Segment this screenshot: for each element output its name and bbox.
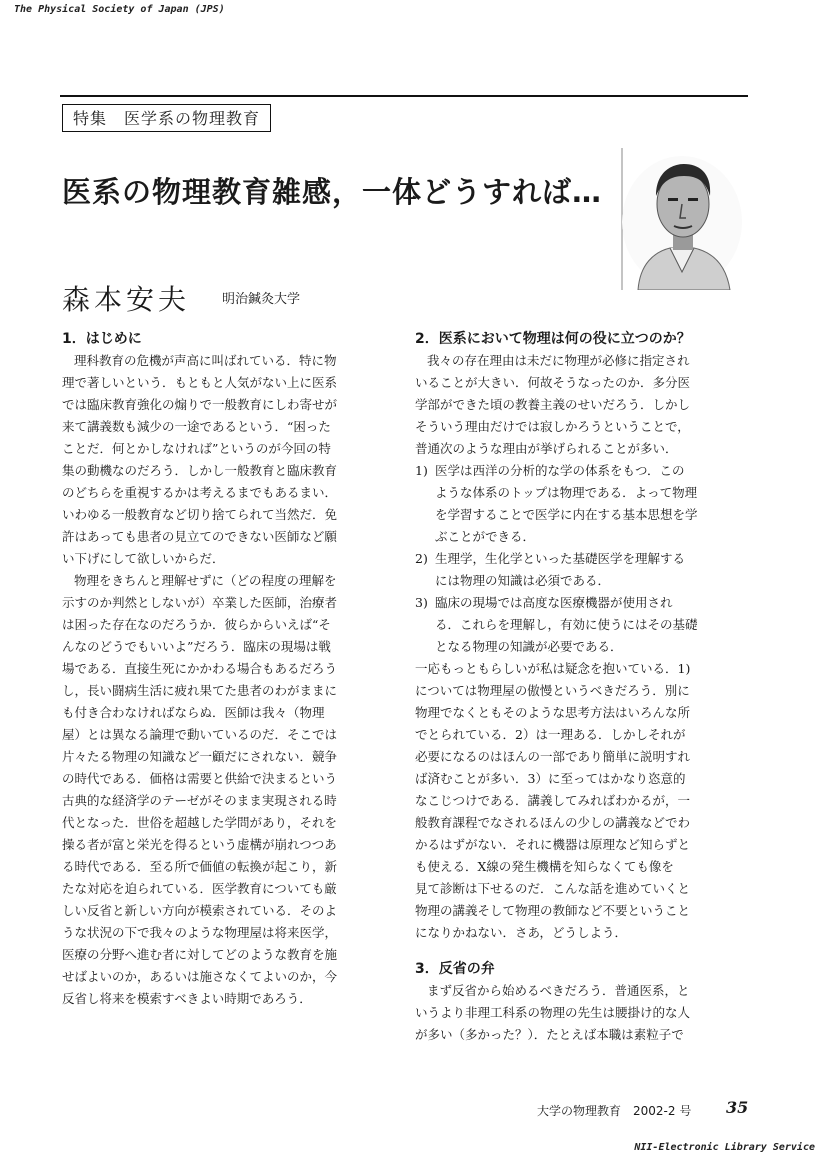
text-line: の時代である．価格は需要と供給で決まるという [62, 771, 338, 786]
text-line: 許はあっても患者の見立てのできない医師など願 [62, 529, 337, 544]
text-line: 見て診断は下せるのだ．こんな話を進めていくと [415, 881, 691, 896]
text-line: しい反省と新しい方向が模索されている．そのよ [62, 903, 338, 918]
reason-list [415, 460, 749, 658]
section3-paragraph [415, 980, 749, 1046]
text-line: は困った存在なのだろうか．彼らからいえば“そ [62, 617, 331, 632]
text-line: 物理でなくともそのような思考方法はいろんな所 [415, 705, 691, 720]
reason-1 [415, 460, 749, 482]
text-line: かるはずがない．それに機器は原理など知らずと [415, 837, 691, 852]
reason-text: 生理学，生化学といった基礎医学を理解する [435, 551, 686, 566]
author-affiliation: 明治鍼灸大学 [222, 292, 301, 307]
top-notice: The Physical Society of Japan (JPS) [14, 4, 225, 15]
text-line: 場である．直接生死にかかわる場合もあるだろう [62, 661, 338, 676]
text-line: も付き合わなければならぬ．医師は我々（物理 [62, 705, 325, 720]
section2-intro [415, 350, 749, 460]
text-line: し，長い闘病生活に疲れ果てた患者のわがままに [62, 683, 338, 698]
text-line: ような体系のトップは物理である．よって物理 [435, 485, 698, 500]
text-line: になりかねない．さあ，どうしよう． [415, 925, 628, 940]
text-line: んなのどうでもいいよ”だろう．臨床の現場は戦 [62, 639, 331, 654]
text-line: 片々たる物理の知識など一顧だにされない．競争 [62, 749, 338, 764]
section-heading-2: 2．医系において物理は何の役に立つのか？ [415, 331, 691, 347]
text-line: 般教育課程でなされるほんの少しの講義などでわ [415, 815, 691, 830]
text-line: いわゆる一般教育など切り捨てられて当然だ．免 [62, 507, 338, 522]
text-line: 理科教育の危機が声高に叫ばれている．特に物 [74, 353, 337, 368]
reason-number: 2) [415, 551, 428, 566]
text-line: 操る者が富と栄光を得るという虚構が崩れつつあ [62, 837, 337, 852]
text-line: 屋）とは異なる論理で動いているのだ．そこでは [62, 727, 338, 742]
top-rule [60, 95, 748, 97]
text-line: 一応もっともらしいが私は疑念を抱いている．1) [415, 661, 691, 676]
section-heading-1: 1．はじめに [62, 331, 142, 347]
reason-2 [415, 548, 749, 570]
text-line: ぶことができる． [435, 529, 536, 544]
text-line: 医療の分野へ進む者に対してどのような教育を施 [62, 947, 338, 962]
section1-paragraph-2 [62, 570, 398, 1010]
reason-number: 3) [415, 595, 428, 610]
text-line: いうより非理工科系の物理の先生は腰掛け的な人 [415, 1005, 691, 1020]
bottom-notice: NII-Electronic Library Service [634, 1142, 815, 1153]
text-line: も使える．X線の発生機構を知らなくても像を [415, 859, 674, 874]
text-line: ば済むことが多い．3）に至ってはかなり恣意的 [415, 771, 686, 786]
text-line: には物理の知識は必須である． [435, 573, 611, 588]
text-line: る．これらを理解し，有効に使うにはその基礎 [435, 617, 698, 632]
text-line: 物理をきちんと理解せずに（どの程度の理解を [74, 573, 337, 588]
text-line: については物理屋の傲慢というべきだろう．別に [415, 683, 690, 698]
text-line: 示すのか判然としないが）卒業した医師，治療者 [62, 595, 338, 610]
author-portrait [620, 148, 744, 290]
text-line: せばよいのか，あるいは施さなくてよいのか，今 [62, 969, 338, 984]
reason-text: 医学は西洋の分析的な学の体系をもつ．この [435, 463, 685, 478]
text-line: 古典的な経済学のテーゼがそのまま実現される時 [62, 793, 337, 808]
text-line: うな状況の下で我々のような物理屋は将来医学， [62, 925, 338, 940]
text-line: 理で著しいという．もともと人気がない上に医系 [62, 375, 338, 390]
text-line: 必要になるのはほんの一部であり簡単に説明すれ [415, 749, 691, 764]
section-heading-3: 3．反省の弁 [415, 961, 495, 977]
text-line: 代となった．世俗を超越した学問があり，それを [62, 815, 338, 830]
reason-3 [415, 592, 749, 614]
text-line: そういう理由だけでは寂しかろうということで， [415, 419, 690, 434]
section2-discussion [415, 658, 749, 944]
reason-number: 1) [415, 463, 428, 478]
text-line: たな対応を迫られている．医学教育についても厳 [62, 881, 337, 896]
text-line: 集の動機なのだろう．しかし一般教育と臨床教育 [62, 463, 338, 478]
text-line: ことだ．何とかしなければ”というのが今回の特 [62, 441, 331, 456]
text-line: のどちらを重視するかは考えるまでもあるまい． [62, 485, 338, 500]
text-line: を学習することで医学に内在する基本思想を学 [435, 507, 698, 522]
reason-text: 臨床の現場では高度な医療機器が使用され [435, 595, 673, 610]
text-line: いることが大きい．何故そうなったのか．多分医 [415, 375, 691, 390]
section1-paragraph-1 [62, 350, 398, 570]
text-line: となる物理の知識が必要である． [435, 639, 623, 654]
series-label: 特集 医学系の物理教育 [62, 104, 271, 132]
text-line: が多い（多かった？）．たとえば本職は素粒子で [415, 1027, 684, 1042]
text-line: る時代である．至る所で価値の転換が起こり，新 [62, 859, 338, 874]
author-name: 森本安夫 [62, 283, 191, 316]
text-line: 我々の存在理由は未だに物理が必修に指定され [427, 353, 690, 368]
text-line: でとられている．2）は一理ある．しかしそれが [415, 727, 686, 742]
section-gap [415, 944, 749, 958]
page-number: 35 [726, 1098, 749, 1117]
text-line: 来て講義数も減少の一途であるという．“困った [62, 419, 331, 434]
left-column [62, 328, 398, 1010]
text-line: なこじつけである．講義してみればわかるが，一 [415, 793, 691, 808]
text-line: 物理の講義そして物理の教師など不要ということ [415, 903, 691, 918]
text-line: 反省し将来を模索すべきよい時期であろう． [62, 991, 312, 1006]
text-line: い下げにして欲しいからだ． [62, 551, 225, 566]
footer-journal: 大学の物理教育 2002-2 号 [537, 1104, 692, 1118]
text-line: 普通次のような理由が挙げられることが多い． [415, 441, 678, 456]
text-line: では臨床教育強化の煽りで一般教育にしわ寄せが [62, 397, 338, 412]
right-column [415, 328, 749, 1046]
text-line: まず反省から始めるべきだろう．普通医系，と [427, 983, 690, 998]
article-title: 医系の物理教育雑感，一体どうすれば… [62, 175, 603, 209]
text-line: 学部ができた頃の教養主義のせいだろう．しかし [415, 397, 691, 412]
